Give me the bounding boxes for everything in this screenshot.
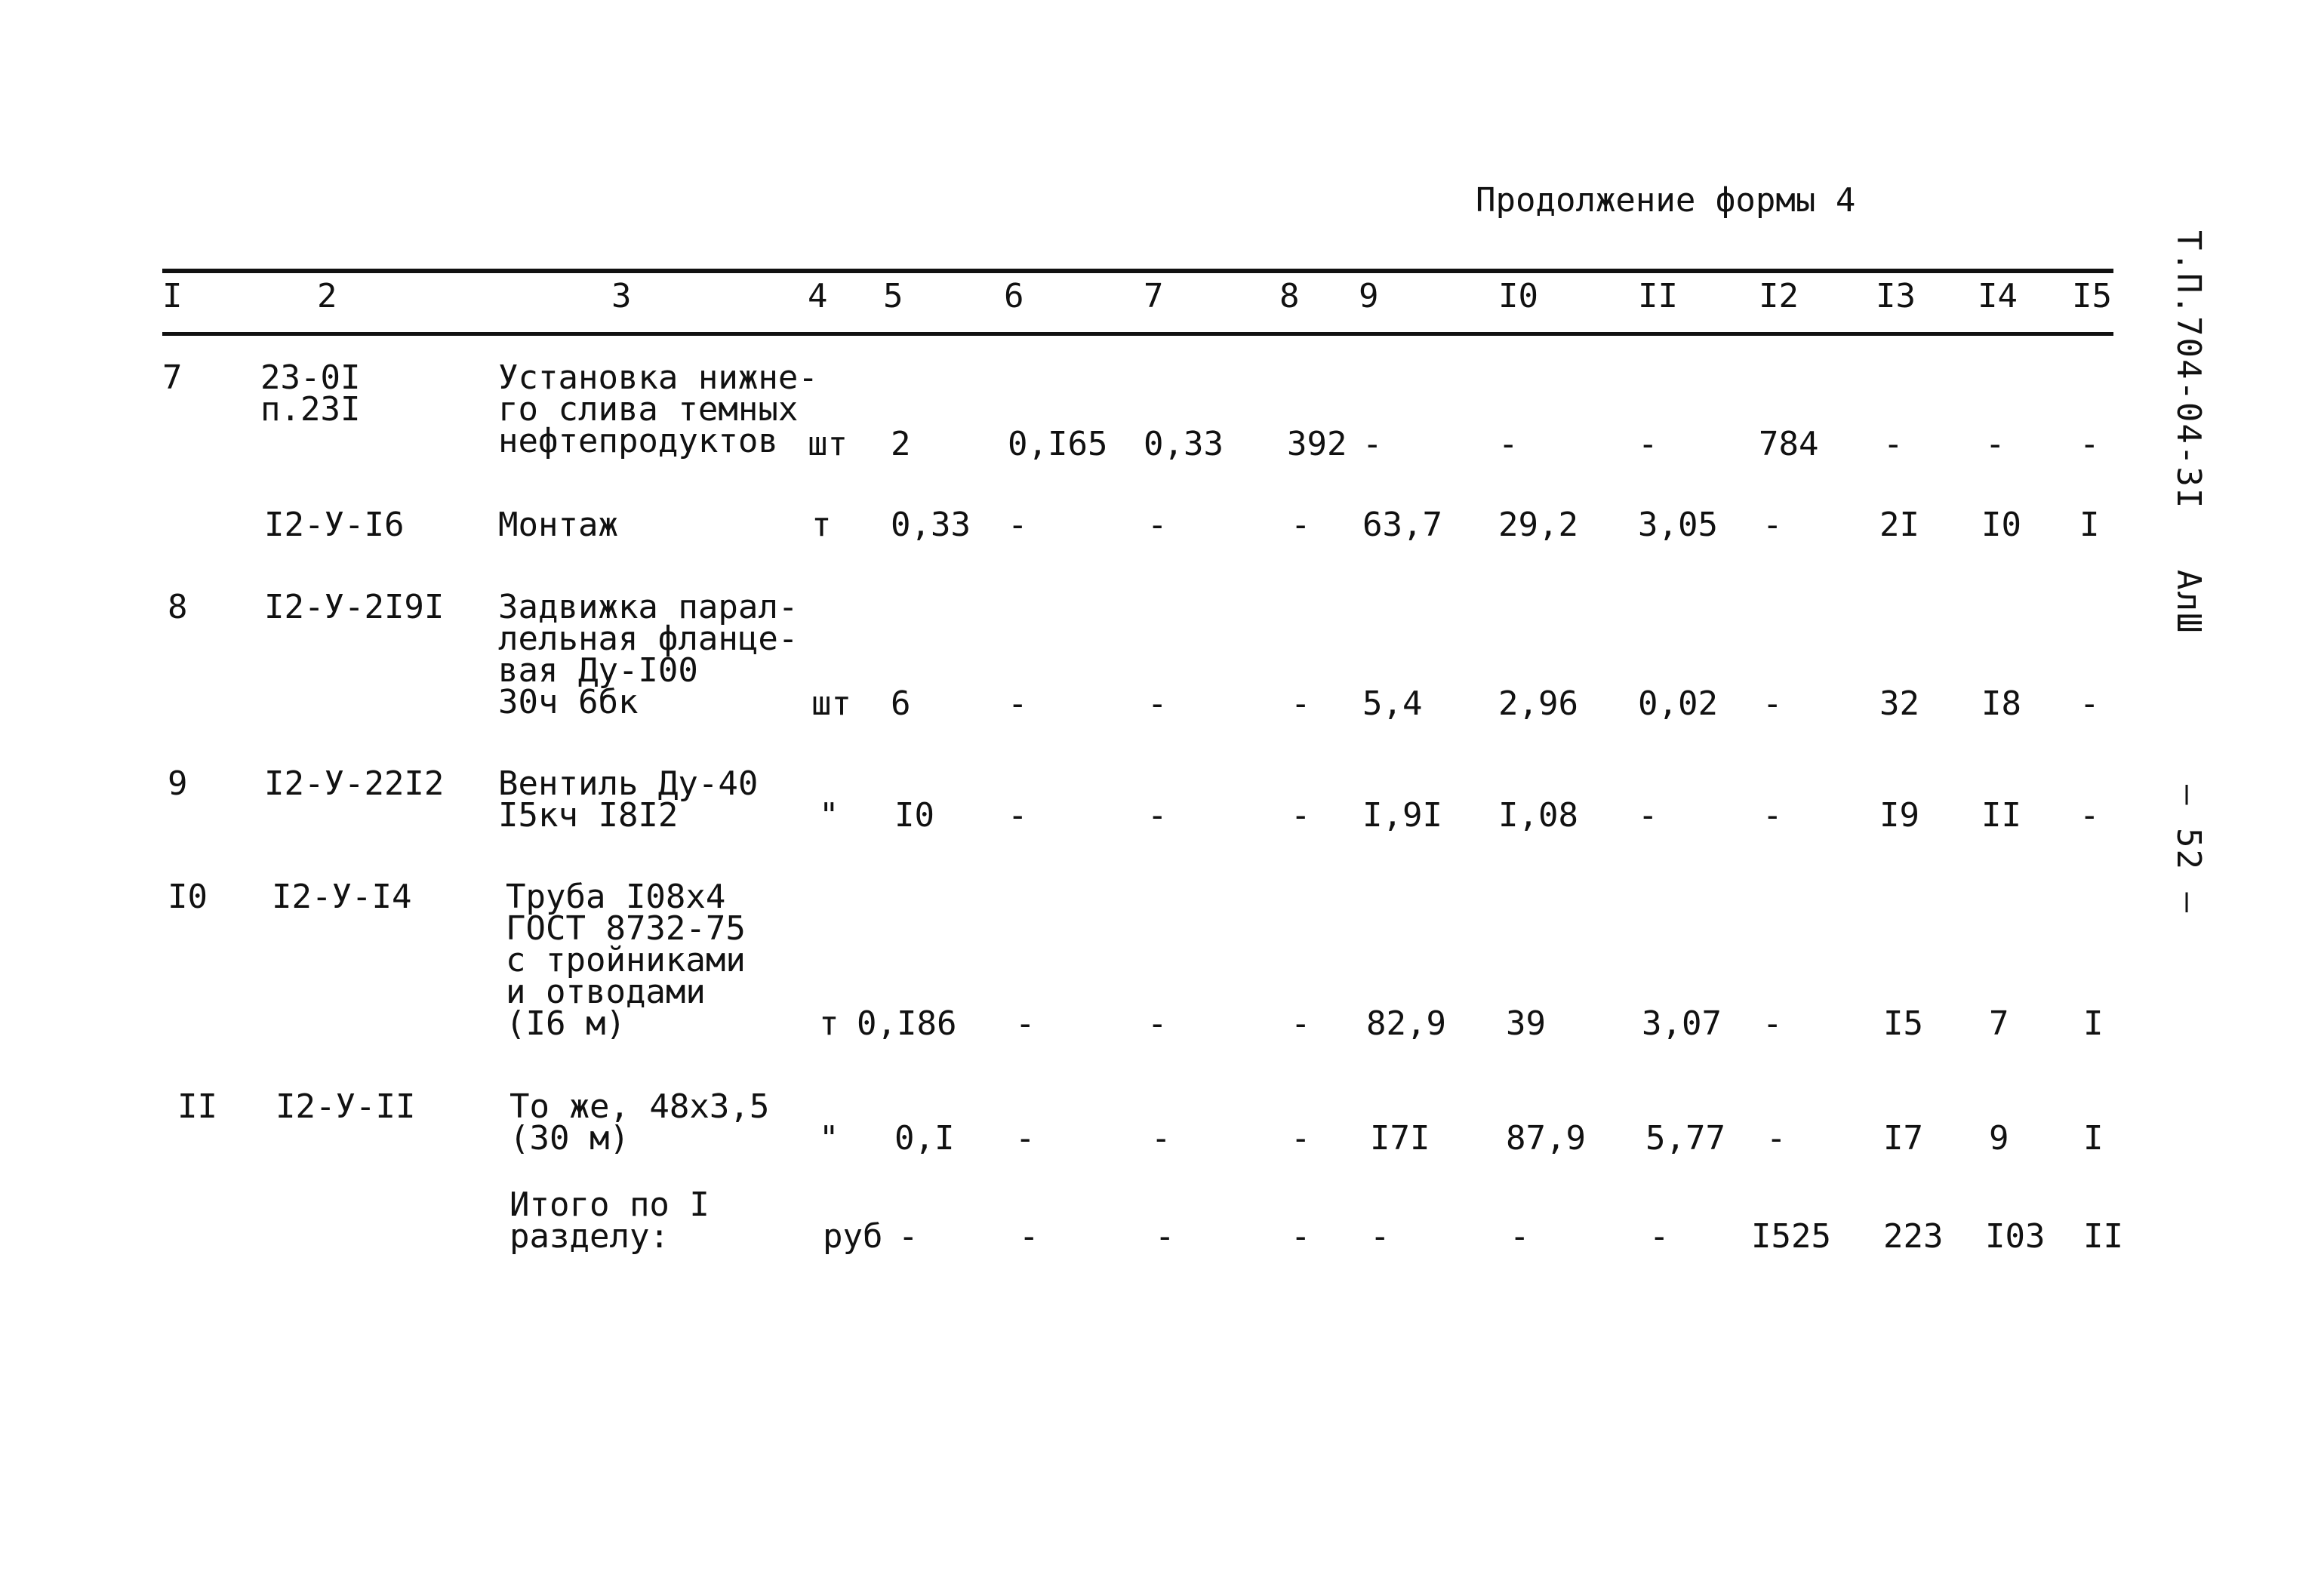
cell-col6: -	[1008, 506, 1028, 544]
cell-col13: 223	[1883, 1217, 1944, 1256]
cell-col15: I	[2079, 506, 2100, 544]
quantity: 0,33	[891, 506, 971, 544]
unit: "	[819, 1119, 839, 1158]
cell-col12: -	[1766, 1119, 1787, 1158]
unit: т	[811, 506, 832, 544]
unit: т	[819, 1004, 839, 1043]
cell-col12: -	[1762, 1004, 1783, 1043]
position-number: 7	[162, 358, 183, 397]
column-header: 7	[1144, 277, 1164, 315]
cell-col10: -	[1498, 425, 1519, 463]
cell-col13: I9	[1879, 796, 1919, 835]
item-description: Монтаж	[498, 506, 618, 544]
column-header: 9	[1359, 277, 1379, 315]
cell-col8: -	[1291, 506, 1311, 544]
cell-col6: -	[1015, 1004, 1036, 1043]
item-description: То же, 48х3,5 (30 м)	[509, 1087, 770, 1158]
cell-col11: 3,07	[1642, 1004, 1722, 1043]
cell-col14: 9	[1989, 1119, 2009, 1158]
item-description: Задвижка парал- лельная фланце- вая Ду-I00 30ч 6бк	[498, 588, 799, 721]
cell-col9: I,9I	[1362, 796, 1442, 835]
cell-col7: -	[1147, 684, 1168, 723]
column-header: I2	[1759, 277, 1799, 315]
item-description: Установка нижне- го слива темных нефтепродуктов	[498, 358, 818, 460]
cell-col10: I,08	[1498, 796, 1578, 835]
price-reference: I2-У-II	[276, 1087, 416, 1126]
cell-col12: -	[1762, 796, 1783, 835]
column-header: II	[1638, 277, 1678, 315]
cell-col14: II	[1981, 796, 2021, 835]
cell-col11: 5,77	[1645, 1119, 1725, 1158]
cell-col10: -	[1510, 1217, 1530, 1256]
cell-col8: -	[1291, 1119, 1311, 1158]
cell-col8: -	[1291, 684, 1311, 723]
cell-col11: -	[1638, 425, 1658, 463]
quantity: I0	[894, 796, 934, 835]
column-header: I	[162, 277, 183, 315]
column-header: I4	[1978, 277, 2018, 315]
cell-col9: 5,4	[1362, 684, 1423, 723]
position-number: I0	[168, 878, 208, 916]
cell-col10: 29,2	[1498, 506, 1578, 544]
document-code: Т.П.704-04-3I	[2169, 230, 2208, 510]
item-description: Вентиль Ду-40 I5кч I8I2	[498, 764, 759, 835]
cell-col15: -	[2079, 425, 2100, 463]
column-header: 8	[1279, 277, 1300, 315]
cell-col10: 87,9	[1506, 1119, 1586, 1158]
price-reference: I2-У-I6	[264, 506, 405, 544]
cell-col7: 0,33	[1144, 425, 1224, 463]
page-number: — 52 —	[2169, 785, 2208, 914]
column-header: I5	[2072, 277, 2112, 315]
cell-col14: I0	[1981, 506, 2021, 544]
cell-col14: -	[1985, 425, 2006, 463]
price-reference: 23-0I п.23I	[260, 358, 361, 429]
cell-col7: -	[1151, 1119, 1171, 1158]
quantity: 6	[891, 684, 911, 723]
column-header: 2	[317, 277, 337, 315]
price-reference: I2-У-I4	[272, 878, 412, 916]
cell-col6: -	[1015, 1119, 1036, 1158]
quantity: 0,I	[894, 1119, 955, 1158]
cell-col7: -	[1147, 506, 1168, 544]
cell-col13: I5	[1883, 1004, 1923, 1043]
cell-col15: II	[2083, 1217, 2123, 1256]
cell-col13: I7	[1883, 1119, 1923, 1158]
cell-col7: -	[1155, 1217, 1175, 1256]
top-rule	[162, 269, 2113, 273]
cell-col13: 2I	[1879, 506, 1919, 544]
cell-col15: -	[2079, 684, 2100, 723]
unit: шт	[811, 684, 851, 723]
cell-col11: -	[1638, 796, 1658, 835]
cell-col9: 63,7	[1362, 506, 1442, 544]
cell-col12: -	[1762, 506, 1783, 544]
cell-col14: 7	[1989, 1004, 2009, 1043]
position-number: 9	[168, 764, 188, 803]
column-header: 6	[1004, 277, 1024, 315]
cell-col15: I	[2083, 1119, 2104, 1158]
column-header: 3	[611, 277, 632, 315]
cell-col10: 2,96	[1498, 684, 1578, 723]
unit: "	[819, 796, 839, 835]
cell-col7: -	[1147, 1004, 1168, 1043]
cell-col15: -	[2079, 796, 2100, 835]
cell-col12: I525	[1751, 1217, 1831, 1256]
cell-col11: 3,05	[1638, 506, 1718, 544]
column-header: 4	[808, 277, 828, 315]
position-number: II	[177, 1087, 217, 1126]
cell-col6: -	[1008, 796, 1028, 835]
cell-col10: 39	[1506, 1004, 1546, 1043]
item-description: Труба I08х4 ГОСТ 8732-75 с тройниками и отводами (I6 м)	[506, 878, 746, 1043]
column-header: I0	[1498, 277, 1538, 315]
cell-col8: 392	[1287, 425, 1347, 463]
cell-col8: -	[1291, 1004, 1311, 1043]
total-label: Итого по I разделу:	[509, 1185, 710, 1256]
column-header: 5	[883, 277, 903, 315]
cell-col15: I	[2083, 1004, 2104, 1043]
price-reference: I2-У-2I9I	[264, 588, 445, 626]
cell-col9: 82,9	[1366, 1004, 1446, 1043]
quantity: 0,I86	[857, 1004, 957, 1043]
cell-col11: -	[1649, 1217, 1670, 1256]
cell-col14: I03	[1985, 1217, 2046, 1256]
cell-col6: 0,I65	[1008, 425, 1108, 463]
cell-col13: -	[1883, 425, 1904, 463]
album-label: АлШ	[2169, 570, 2208, 635]
cell-col9: -	[1362, 425, 1383, 463]
position-number: 8	[168, 588, 188, 626]
cell-col12: 784	[1759, 425, 1819, 463]
cell-col12: -	[1762, 684, 1783, 723]
header-bottom-rule	[162, 332, 2113, 336]
cell-col11: 0,02	[1638, 684, 1718, 723]
cell-col13: 32	[1879, 684, 1919, 723]
unit: руб	[823, 1217, 883, 1256]
cell-col6: -	[1019, 1217, 1039, 1256]
quantity: 2	[891, 425, 911, 463]
cell-col9: I7I	[1370, 1119, 1430, 1158]
quantity: -	[898, 1217, 919, 1256]
column-header: I3	[1876, 277, 1916, 315]
cell-col8: -	[1291, 1217, 1311, 1256]
cell-col7: -	[1147, 796, 1168, 835]
unit: шт	[808, 425, 848, 463]
cell-col6: -	[1008, 684, 1028, 723]
cell-col8: -	[1291, 796, 1311, 835]
cell-col14: I8	[1981, 684, 2021, 723]
cell-col9: -	[1370, 1217, 1390, 1256]
price-reference: I2-У-22I2	[264, 764, 445, 803]
form-continuation-title: Продолжение формы 4	[1476, 181, 1856, 220]
